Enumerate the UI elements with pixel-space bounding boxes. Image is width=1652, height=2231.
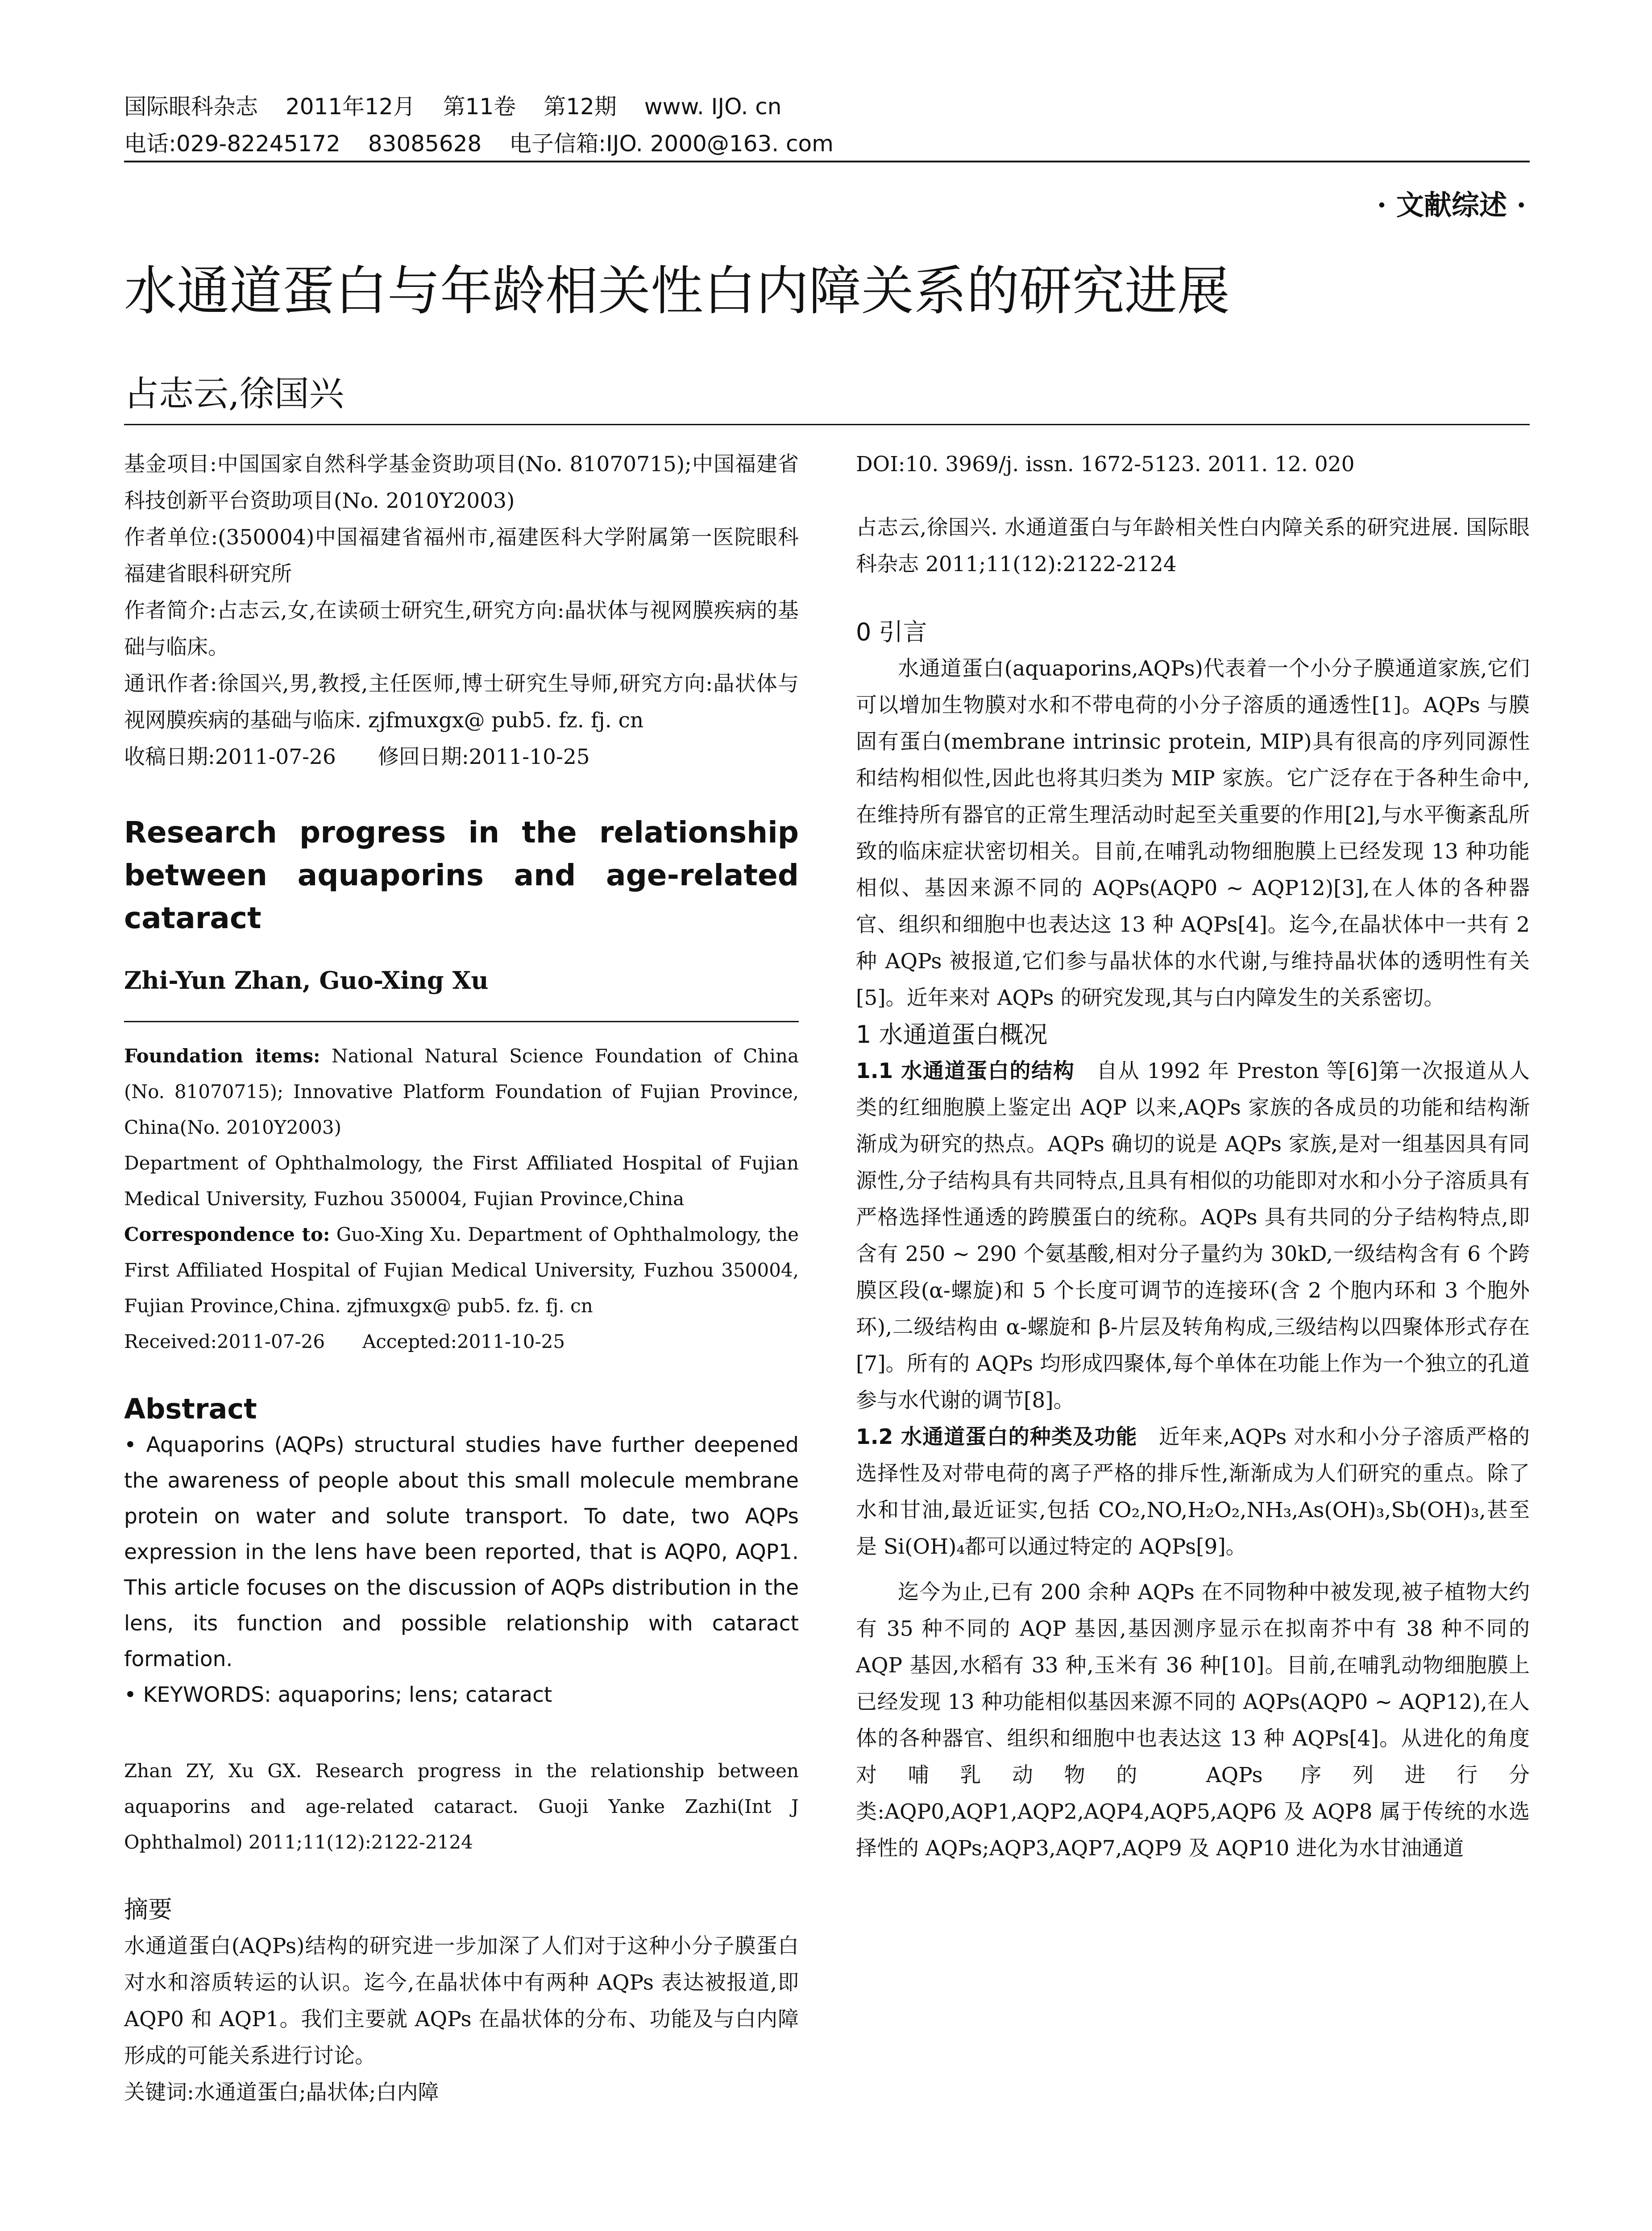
- doi[interactable]: DOI:10. 3969/j. issn. 1672-5123. 2011. 12. 020: [856, 452, 1355, 477]
- section-1-1-text: 自从 1992 年 Preston 等[6]第一次报道从人类的红细胞膜上鉴定出 AQP 以来,AQPs 家族的各成员的功能和结构渐渐成为研究的热点。AQPs 确切的说是 AQPs 家族,是对一组基因具有同源性,分子结构具有共同特点,且具有相似的功能即对水和小分子溶质具有严格选择性通透的跨膜蛋白的统称。AQPs 具有共同的分子结构特点,即含有 250 ~ 290 个氨基酸,相对分子量约为 30kD,一级结构含有 6 个跨膜区段(α-螺旋)和 5 个长度可调节的连接环(含 2 个胞内环和 3 个胞外环),二级结构由 α-螺旋和 β-片层及转角构成,三级结构以四聚体形式存在[7]。所有的 AQPs 均形成四聚体,每个单体在功能上作为一个独立的孔道参与水代谢的调节[8]。: [856, 1059, 1530, 1413]
- citation-cn: 占志云,徐国兴. 水通道蛋白与年龄相关性白内障关系的研究进展. 国际眼科杂志 2011;11(12):2122-2124: [856, 515, 1530, 576]
- keywords-cn: 关键词:水通道蛋白;晶状体;白内障: [124, 2080, 439, 2105]
- title-rule: [124, 424, 1530, 425]
- issue-number: 第12期: [544, 94, 617, 120]
- foundation-text: National Natural Science Foundation of China (No. 81070715); Innovative Platform Foundation of Fujian Province, China(No. 2010Y2003): [124, 1045, 799, 1138]
- authors-cn: 占志云,徐国兴: [124, 374, 344, 414]
- section-1-2-heading: 1.2 水通道蛋白的种类及功能: [856, 1425, 1137, 1449]
- affiliation-cn: 作者单位:(350004)中国福建省福州市,福建医科大学附属第一医院眼科 福建省眼科研究所: [124, 525, 799, 586]
- english-rule: [124, 1021, 799, 1022]
- section-0-paragraph: 水通道蛋白(aquaporins,AQPs)代表着一个小分子膜通道家族,它们可以增加生物膜对水和不带电荷的小分子溶质的通透性[1]。AQPs 与膜固有蛋白(membrane intrinsic protein, MIP)具有很高的序列同源性和结构相似性,因此也将其归类为 MIP 家族。它广泛存在于各种生命中,在维持所有器官的正常生理活动时起至关重要的作用[2],与水平衡紊乱所致的临床症状密切相关。目前,在哺乳动物细胞膜上已经发现 13 种功能相似、基因来源不同的 AQPs(AQP0 ~ AQP12)[3],在人体的各种器官、组织和细胞中也表达这 13 种 AQPs[4]。迄今,在晶状体中一共有 2 种 AQPs 被报道,它们参与晶状体的水代谢,与维持晶状体的透明性有关[5]。近年来对 AQPs 的研究发现,其与白内障发生的关系密切。: [856, 656, 1530, 1010]
- section-1-2-paragraph-2: 迄今为止,已有 200 余种 AQPs 在不同物种中被发现,被子植物大约有 35 种不同的 AQP 基因,基因测序显示在拟南芥中有 38 种不同的 AQP 基因,水稻有 33 种,玉米有 36 种[10]。目前,在哺乳动物细胞膜上已经发现 13 种功能相似基因来源不同的 AQPs(AQP0 ~ AQP12),在人体的各种器官、组织和细胞中也表达这 13 种 AQPs[4]。从进化的角度对哺乳动物的 AQPs 序列进行分类:AQP0,AQP1,AQP2,AQP4,AQP5,AQP6 及 AQP8 属于传统的水选择性的 AQPs;AQP3,AQP7,AQP9 及 AQP10 进化为水甘油通道: [856, 1580, 1530, 1861]
- section-0-heading: 0 引言: [856, 618, 927, 646]
- journal-website[interactable]: www. IJO. cn: [644, 94, 782, 120]
- section-1-heading: 1 水通道蛋白概况: [856, 1020, 1048, 1049]
- journal-name: 国际眼科杂志: [124, 94, 258, 120]
- funding-cn: 基金项目:中国国家自然科学基金资助项目(No. 81070715);中国福建省科技创新平台资助项目(No. 2010Y2003): [124, 452, 799, 513]
- english-title: Research progress in the relationship between aquaporins and age-related cataract: [124, 815, 799, 935]
- section-1-2-paragraph: [856, 1419, 1530, 1565]
- journal-header-line2: [124, 133, 1530, 155]
- section-1-1-paragraph: [856, 1053, 1530, 1419]
- section-tag: · 文献综述 ·: [1377, 189, 1526, 221]
- left-column: [124, 446, 799, 2111]
- journal-header-line1: [124, 95, 1530, 118]
- right-column: [856, 446, 1530, 1867]
- foundation-en: [124, 1038, 799, 1145]
- received-en: Received:2011-07-26 Accepted:2011-10-25: [124, 1331, 565, 1352]
- article-meta: [124, 446, 799, 775]
- citation-en: Zhan ZY, Xu GX. Research progress in the relationship between aquaporins and age-related cataract. Guoji Yanke Zazhi(Int J Ophthalmol) 2011;11(12):2122-2124: [124, 1760, 799, 1853]
- abstract-cn: 水通道蛋白(AQPs)结构的研究进一步加深了人们对于这种小分子膜蛋白对水和溶质转运的认识。迄今,在晶状体中有两种 AQPs 表达被报道,即 AQP0 和 AQP1。我们主要就 AQPs 在晶状体的分布、功能及与白内障形成的可能关系进行讨论。: [124, 1934, 799, 2068]
- correspondence-cn: 通讯作者:徐国兴,男,教授,主任医师,博士研究生导师,研究方向:晶状体与视网膜疾病的基础与临床. zjfmuxgx@ pub5. fz. fj. cn: [124, 672, 799, 733]
- article-title: 水通道蛋白与年龄相关性白内障关系的研究进展: [124, 260, 1230, 322]
- issue-date: 2011年12月: [285, 94, 415, 120]
- section-1-2-text: 近年来,AQPs 对水和小分子溶质严格的选择性及对带电荷的离子严格的排斥性,渐渐成为人们研究的重点。除了水和甘油,最近证实,包括 CO₂,NO,H₂O₂,NH₃,As(OH)₃,Sb(OH)₃,甚至是 Si(OH)₄都可以通过特定的 AQPs[9]。: [856, 1425, 1530, 1559]
- english-authors: Zhi-Yun Zhan, Guo-Xing Xu: [124, 966, 489, 995]
- english-meta: [124, 1038, 799, 1360]
- author-bio-cn: 作者简介:占志云,女,在读硕士研究生,研究方向:晶状体与视网膜疾病的基础与临床。: [124, 598, 799, 659]
- correspondence-text: Guo-Xing Xu. Department of Ophthalmology, the First Affiliated Hospital of Fujian Medical University, Fuzhou 350004, Fujian Province,China. zjfmuxgx@ pub5. fz. fj. cn: [124, 1223, 799, 1317]
- correspondence-label: Correspondence to:: [124, 1223, 330, 1245]
- correspondence-en: [124, 1217, 799, 1324]
- phone: 电话:029-82245172: [124, 131, 340, 157]
- abstract-text: • Aquaporins (AQPs) structural studies have further deepened the awareness of people about this small molecule membrane protein on water and solute transport. To date, two AQPs expression in the lens have been reported, that is AQP0, AQP1. This article focuses on the discussion of AQPs distribution in the lens, its function and possible relationship with cataract formation.: [124, 1433, 799, 1671]
- journal-email[interactable]: 电子信箱:IJO. 2000@163. com: [509, 131, 834, 157]
- volume: 第11卷: [443, 94, 516, 120]
- abstract-heading: Abstract: [124, 1393, 257, 1425]
- header-rule: [124, 161, 1530, 162]
- keywords-en: • KEYWORDS: aquaporins; lens; cataract: [124, 1683, 552, 1707]
- foundation-label: Foundation items:: [124, 1045, 320, 1067]
- section-1-1-heading: 1.1 水通道蛋白的结构: [856, 1059, 1075, 1083]
- dates-cn: 收稿日期:2011-07-26 修回日期:2011-10-25: [124, 745, 590, 769]
- department-en: Department of Ophthalmology, the First Affiliated Hospital of Fujian Medical University, Fuzhou 350004, Fujian Province,China: [124, 1152, 799, 1210]
- phone-2: 83085628: [368, 131, 482, 157]
- abstract-cn-heading: 摘要: [124, 1895, 172, 1924]
